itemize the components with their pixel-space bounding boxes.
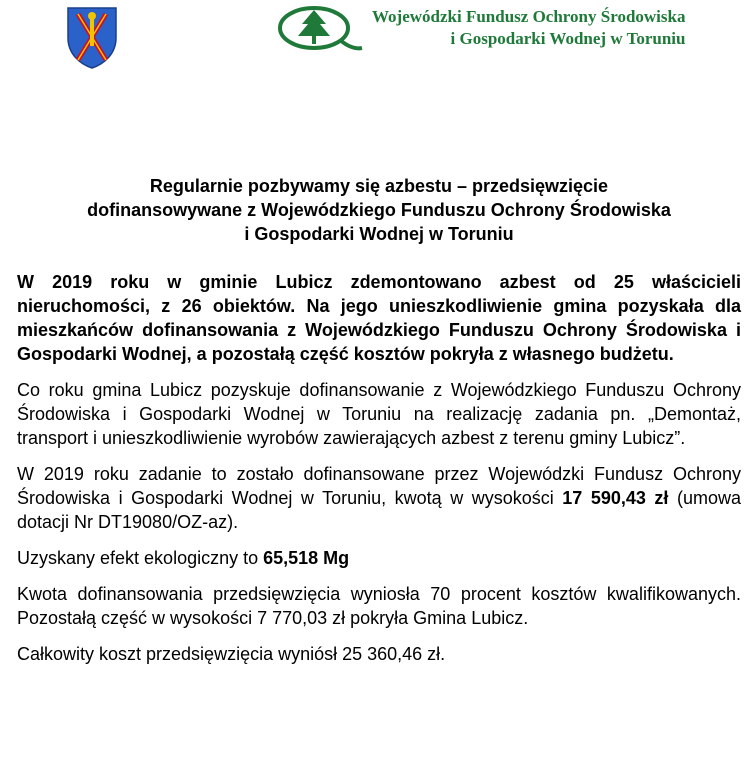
title-line-3: i Gospodarki Wodnej w Toruniu bbox=[244, 224, 514, 244]
paragraph-2019-text: W 2019 roku zadanie to zostało dofinansowane przez Wojewódzki Fundusz Ochrony Środowiska i Gospodarki Wodnej w Toruniu, kwotą w wysokości bbox=[17, 464, 741, 508]
ecological-effect-value: 65,518 Mg bbox=[263, 548, 350, 568]
lead-paragraph: W 2019 roku w gminie Lubicz zdemontowano azbest od 25 właścicieli nieruchomości, z 26 obiektów. Na jego unieszkodliwienie gmina pozyskała dla mieszkańców dofinansowania z Wojewódzkiego Funduszu Ochrony Środowiska i Gospodarki Wodnej, a pozostałą część kosztów pokryła z własnego budżetu. bbox=[17, 272, 741, 364]
article-title bbox=[17, 174, 741, 246]
funding-amount: 17 590,43 zł bbox=[562, 488, 669, 508]
article bbox=[17, 174, 741, 678]
coat-of-arms-icon bbox=[64, 4, 120, 70]
paragraph-ecological-effect bbox=[17, 546, 741, 570]
fund-name-line2: i Gospodarki Wodnej w Toruniu bbox=[450, 29, 686, 48]
fund-name bbox=[372, 6, 685, 50]
title-line-1: Regularnie pozbywamy się azbestu – przedsięwzięcie bbox=[149, 176, 609, 196]
page-header bbox=[0, 0, 753, 80]
title-line-2: dofinansowywane z Wojewódzkiego Funduszu Ochrony Środowiska bbox=[87, 200, 671, 220]
paragraph-2019-tail: (umowa dotacji Nr DT19080/OZ-az). bbox=[17, 488, 741, 532]
paragraph-cost-share: Kwota dofinansowania przedsięwzięcia wyniosła 70 procent kosztów kwalifikowanych. Pozostałą część w wysokości 7 770,03 zł pokryła Gmina Lubicz. bbox=[17, 584, 741, 628]
fund-name-line1: Wojewódzki Fundusz Ochrony Środowiska bbox=[372, 7, 686, 26]
ecological-effect-text: Uzyskany efekt ekologiczny to bbox=[17, 548, 264, 568]
paragraph-2019-funding bbox=[17, 462, 741, 534]
wfos-tree-logo-icon bbox=[276, 4, 366, 54]
paragraph-total-cost: Całkowity koszt przedsięwzięcia wyniósł 25 360,46 zł. bbox=[17, 644, 446, 664]
paragraph-annual-funding: Co roku gmina Lubicz pozyskuje dofinansowanie z Wojewódzkiego Funduszu Ochrony Środowiska i Gospodarki Wodnej w Toruniu na realizację zadania pn. „Demontaż, transport i unieszkodliwienie wyrobów zawierających azbest z terenu gminy Lubicz”. bbox=[17, 380, 741, 448]
